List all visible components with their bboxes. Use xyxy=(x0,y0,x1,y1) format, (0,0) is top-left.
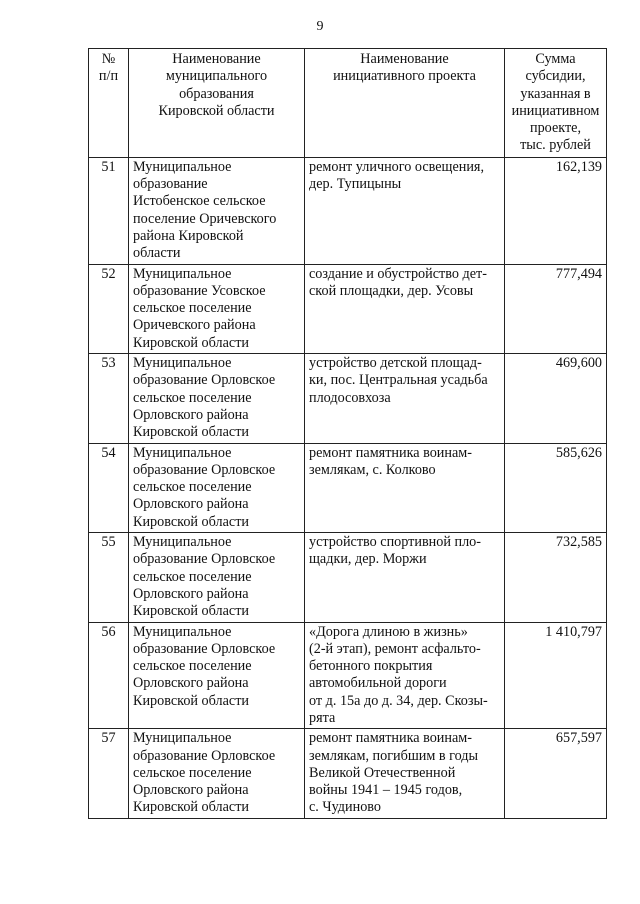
municipality-cell: Муниципальное образование Орловское сельское поселение Орловского района Кировской области xyxy=(129,622,305,729)
project-cell: «Дорога длиною в жизнь» (2-й этап), ремонт асфальто- бетонного покрытия автомобильной дороги от д. 15а до д. 34, дер. Скозы- рята xyxy=(305,622,505,729)
table-row xyxy=(89,443,607,532)
municipality-cell: Муниципальное образование Усовское сельское поселение Оричевского района Кировской области xyxy=(129,264,305,353)
subsidy-sum-cell: 657,597 xyxy=(505,729,607,818)
municipality-cell: Муниципальное образование Орловское сельское поселение Орловского района Кировской области xyxy=(129,729,305,818)
header-number: № п/п xyxy=(89,49,129,158)
header-project: Наименование инициативного проекта xyxy=(305,49,505,158)
table-header-row xyxy=(89,49,607,158)
row-number: 57 xyxy=(89,729,129,818)
project-cell: ремонт уличного освещения, дер. Тупицыны xyxy=(305,157,505,264)
row-number: 53 xyxy=(89,354,129,443)
project-cell: устройство спортивной пло- щадки, дер. Моржи xyxy=(305,533,505,622)
municipality-cell: Муниципальное образование Орловское сельское поселение Орловского района Кировской области xyxy=(129,354,305,443)
row-number: 51 xyxy=(89,157,129,264)
page-number: 9 xyxy=(316,19,324,34)
project-cell: устройство детской площад- ки, пос. Центральная усадьба плодосовхоза xyxy=(305,354,505,443)
subsidy-sum-cell: 1 410,797 xyxy=(505,622,607,729)
project-cell: ремонт памятника воинам- землякам, погибшим в годы Великой Отечественной войны 1941 – 1945 годов, с. Чудиново xyxy=(305,729,505,818)
project-cell: создание и обустройство дет- ской площадки, дер. Усовы xyxy=(305,264,505,353)
subsidy-sum-cell: 777,494 xyxy=(505,264,607,353)
table-row xyxy=(89,264,607,353)
municipality-cell: Муниципальное образование Орловское сельское поселение Орловского района Кировской области xyxy=(129,533,305,622)
header-municipality: Наименование муниципального образования Кировской области xyxy=(129,49,305,158)
row-number: 55 xyxy=(89,533,129,622)
municipality-cell: Муниципальное образование Истобенское сельское поселение Оричевского района Кировской области xyxy=(129,157,305,264)
project-cell: ремонт памятника воинам- землякам, с. Колково xyxy=(305,443,505,532)
subsidy-sum-cell: 469,600 xyxy=(505,354,607,443)
subsidy-sum-cell: 585,626 xyxy=(505,443,607,532)
subsidy-sum-cell: 162,139 xyxy=(505,157,607,264)
table-row xyxy=(89,729,607,818)
row-number: 54 xyxy=(89,443,129,532)
table-row xyxy=(89,157,607,264)
table-row xyxy=(89,622,607,729)
table-row xyxy=(89,354,607,443)
row-number: 56 xyxy=(89,622,129,729)
row-number: 52 xyxy=(89,264,129,353)
header-subsidy-sum: Сумма субсидии, указанная в инициативном проекте, тыс. рублей xyxy=(505,49,607,158)
municipality-cell: Муниципальное образование Орловское сельское поселение Орловского района Кировской области xyxy=(129,443,305,532)
subsidy-table xyxy=(88,48,607,819)
subsidy-sum-cell: 732,585 xyxy=(505,533,607,622)
table-row xyxy=(89,533,607,622)
